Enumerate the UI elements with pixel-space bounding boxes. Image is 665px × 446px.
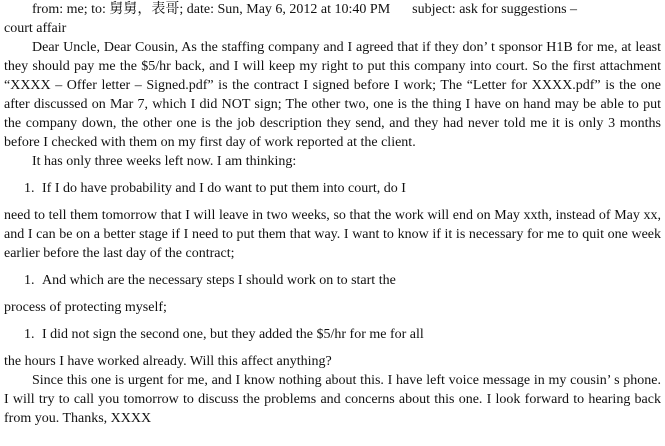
list-item-3-continued: the hours I have worked already. Will this affect anything? (4, 354, 332, 369)
list-item-text: If I do have probability and I do want to put them into court, do I (42, 181, 406, 196)
header-subject: subject: ask for suggestions – (412, 2, 578, 17)
list-number: 1. (24, 327, 35, 342)
list-item-1-continued: need to tell them tomorrow that I will leave in two weeks, so that the work will end on May xxth, instead of May xx, and I can be on a better stage if I need to put them that way. I want to know if it is necessary for me to quit one week earlier before the last day of the contract; (4, 208, 661, 261)
list-item-1 (4, 179, 661, 198)
list-item-2-continued: process of protecting myself; (4, 300, 167, 315)
paragraph-closing: Since this one is urgent for me, and I know nothing about this. I have left voice message in my cousin’ s phone. I will try to call you tomorrow to discuss the problems and concerns about this one. I look forward to hearing back from you. Thanks, XXXX (4, 373, 661, 426)
header-subject-continued: court affair (4, 21, 67, 36)
list-item-text: And which are the necessary steps I should work on to start the (42, 273, 396, 288)
list-item-2 (4, 271, 661, 290)
header-from-to-date: from: me; to: 舅舅，表哥; date: Sun, May 6, 2012 at 10:40 PM (32, 2, 391, 17)
paragraph-intro: Dear Uncle, Dear Cousin, As the staffing company and I agreed that if they don’ t sponsor H1B for me, at least they should pay me the $5/hr back, and I will keep my right to put this company into court. So the first attachment “XXXX – Offer letter – Signed.pdf” is the contract I signed before I work; The “Letter for XXXX.pdf” is the one after discussed on Mar 7, which I did NOT sign; The other two, one is the thing I have on hand may be able to put the company down, the other one is the job description they send, and they had never told me it is only 3 months before I checked with them on my first day of work reported at the client. (4, 40, 661, 150)
paragraph-thinking: It has only three weeks left now. I am thinking: (32, 154, 297, 169)
list-item-3 (4, 325, 661, 344)
list-number: 1. (24, 273, 35, 288)
list-item-text: I did not sign the second one, but they added the $5/hr for me for all (42, 327, 424, 342)
email-header (4, 0, 661, 19)
list-number: 1. (24, 181, 35, 196)
